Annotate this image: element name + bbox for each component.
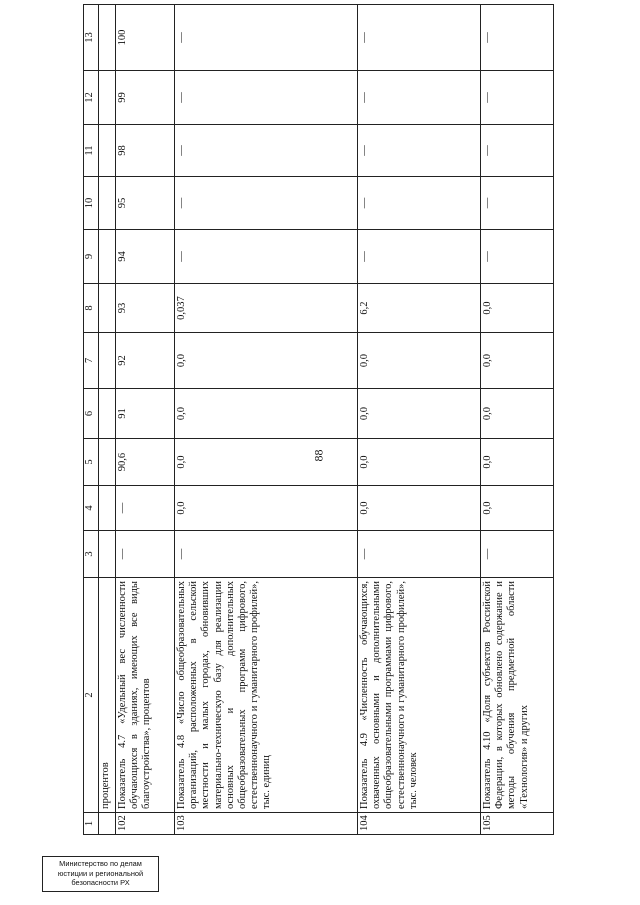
stamp-line: безопасности РХ xyxy=(71,878,130,887)
indicator-name: Показатель 4.7 «Удельный вес численности обучающихся в зданиях, имеющих все виды благоустройства», процентов xyxy=(116,578,175,813)
rotated-table-wrapper xyxy=(83,29,533,835)
col-header: 7 xyxy=(84,333,99,389)
col-header: 5 xyxy=(84,439,99,486)
continuation-cell: процентов xyxy=(99,578,116,813)
value-cell: — xyxy=(116,486,175,531)
stamp-line: юстиции и региональной xyxy=(57,868,144,878)
value-cell: — xyxy=(175,531,358,578)
value-cell: — xyxy=(481,230,554,284)
indicator-name: Показатель 4.8 «Число общеобразовательных организаций, расположенных в сельской местности и малых городах, обновивших материально-техническую базу для реализации основных и дополнительных общеобразовательных программ цифрового, естественнонаучного и гуманитарного профилей», тыс. единиц xyxy=(175,578,358,813)
value-cell: 99 xyxy=(116,71,175,125)
empty-cell xyxy=(99,177,116,230)
empty-cell xyxy=(99,5,116,71)
value-cell: 0,0 xyxy=(175,333,358,389)
value-cell: — xyxy=(481,5,554,71)
empty-cell xyxy=(99,125,116,177)
value-cell: 6,2 xyxy=(358,284,481,333)
empty-cell xyxy=(99,230,116,284)
table-row xyxy=(116,5,175,835)
empty-cell xyxy=(99,284,116,333)
col-header: 9 xyxy=(84,230,99,284)
value-cell: 0,0 xyxy=(481,486,554,531)
value-cell: — xyxy=(481,177,554,230)
col-header: 4 xyxy=(84,486,99,531)
value-cell: 95 xyxy=(116,177,175,230)
value-cell: 92 xyxy=(116,333,175,389)
col-header: 2 xyxy=(84,578,99,813)
indicator-name: Показатель 4.9 «Численность обучающихся, охваченных основными и дополнительными общеобразовательными программами цифрового, естественнонаучного и гуманитарного профилей», тыс. человек xyxy=(358,578,481,813)
empty-cell xyxy=(99,71,116,125)
empty-cell xyxy=(99,531,116,578)
empty-cell xyxy=(99,389,116,439)
table-row xyxy=(175,5,358,835)
value-cell: 100 xyxy=(116,5,175,71)
value-cell: — xyxy=(175,125,358,177)
table-row xyxy=(358,5,481,835)
value-cell: — xyxy=(358,177,481,230)
value-cell: 0,0 xyxy=(481,389,554,439)
value-cell: 0,0 xyxy=(358,333,481,389)
col-header: 8 xyxy=(84,284,99,333)
col-header: 10 xyxy=(84,177,99,230)
col-header: 12 xyxy=(84,71,99,125)
value-cell: — xyxy=(175,230,358,284)
value-cell: 90,6 xyxy=(116,439,175,486)
value-cell: 0,0 xyxy=(481,284,554,333)
value-cell: — xyxy=(358,230,481,284)
value-cell: — xyxy=(358,125,481,177)
empty-cell xyxy=(99,486,116,531)
value-cell: 0,0 xyxy=(175,389,358,439)
value-cell: — xyxy=(358,531,481,578)
value-cell: 94 xyxy=(116,230,175,284)
value-cell: 0,0 xyxy=(481,333,554,389)
col-header: 11 xyxy=(84,125,99,177)
value-cell: 91 xyxy=(116,389,175,439)
value-cell: 0,0 xyxy=(358,486,481,531)
empty-cell xyxy=(99,813,116,835)
indicator-name: Показатель 4.10 «Доля субъектов Российской Федерации, в которых обновлено содержание и методы обучения предметной области «Технология» и других xyxy=(481,578,554,813)
indicators-table xyxy=(83,4,554,835)
value-cell: — xyxy=(175,5,358,71)
value-cell: — xyxy=(481,531,554,578)
header-row xyxy=(84,5,99,835)
value-cell: — xyxy=(358,5,481,71)
value-cell: 0,0 xyxy=(358,389,481,439)
row-number: 105 xyxy=(481,813,554,835)
col-header: 3 xyxy=(84,531,99,578)
value-cell: 0,0 xyxy=(481,439,554,486)
col-header: 13 xyxy=(84,5,99,71)
stamp-line: Министерство по делам xyxy=(59,859,142,868)
empty-cell xyxy=(99,333,116,389)
col-header: 1 xyxy=(84,813,99,835)
value-cell: — xyxy=(116,531,175,578)
row-number: 103 xyxy=(175,813,358,835)
table-row xyxy=(481,5,554,835)
col-header: 6 xyxy=(84,389,99,439)
empty-cell xyxy=(99,439,116,486)
value-cell: 98 xyxy=(116,125,175,177)
value-cell: 0,0 xyxy=(175,486,358,531)
value-cell: — xyxy=(175,71,358,125)
value-cell: — xyxy=(481,71,554,125)
page-number: 88 xyxy=(311,449,326,462)
value-cell: — xyxy=(175,177,358,230)
value-cell: 93 xyxy=(116,284,175,333)
value-cell: 0,0 xyxy=(175,439,358,486)
value-cell: 0,037 xyxy=(175,284,358,333)
table-row xyxy=(99,5,116,835)
value-cell: — xyxy=(358,71,481,125)
value-cell: — xyxy=(481,125,554,177)
ministry-stamp xyxy=(42,856,159,892)
row-number: 102 xyxy=(116,813,175,835)
value-cell: 0,0 xyxy=(358,439,481,486)
row-number: 104 xyxy=(358,813,481,835)
